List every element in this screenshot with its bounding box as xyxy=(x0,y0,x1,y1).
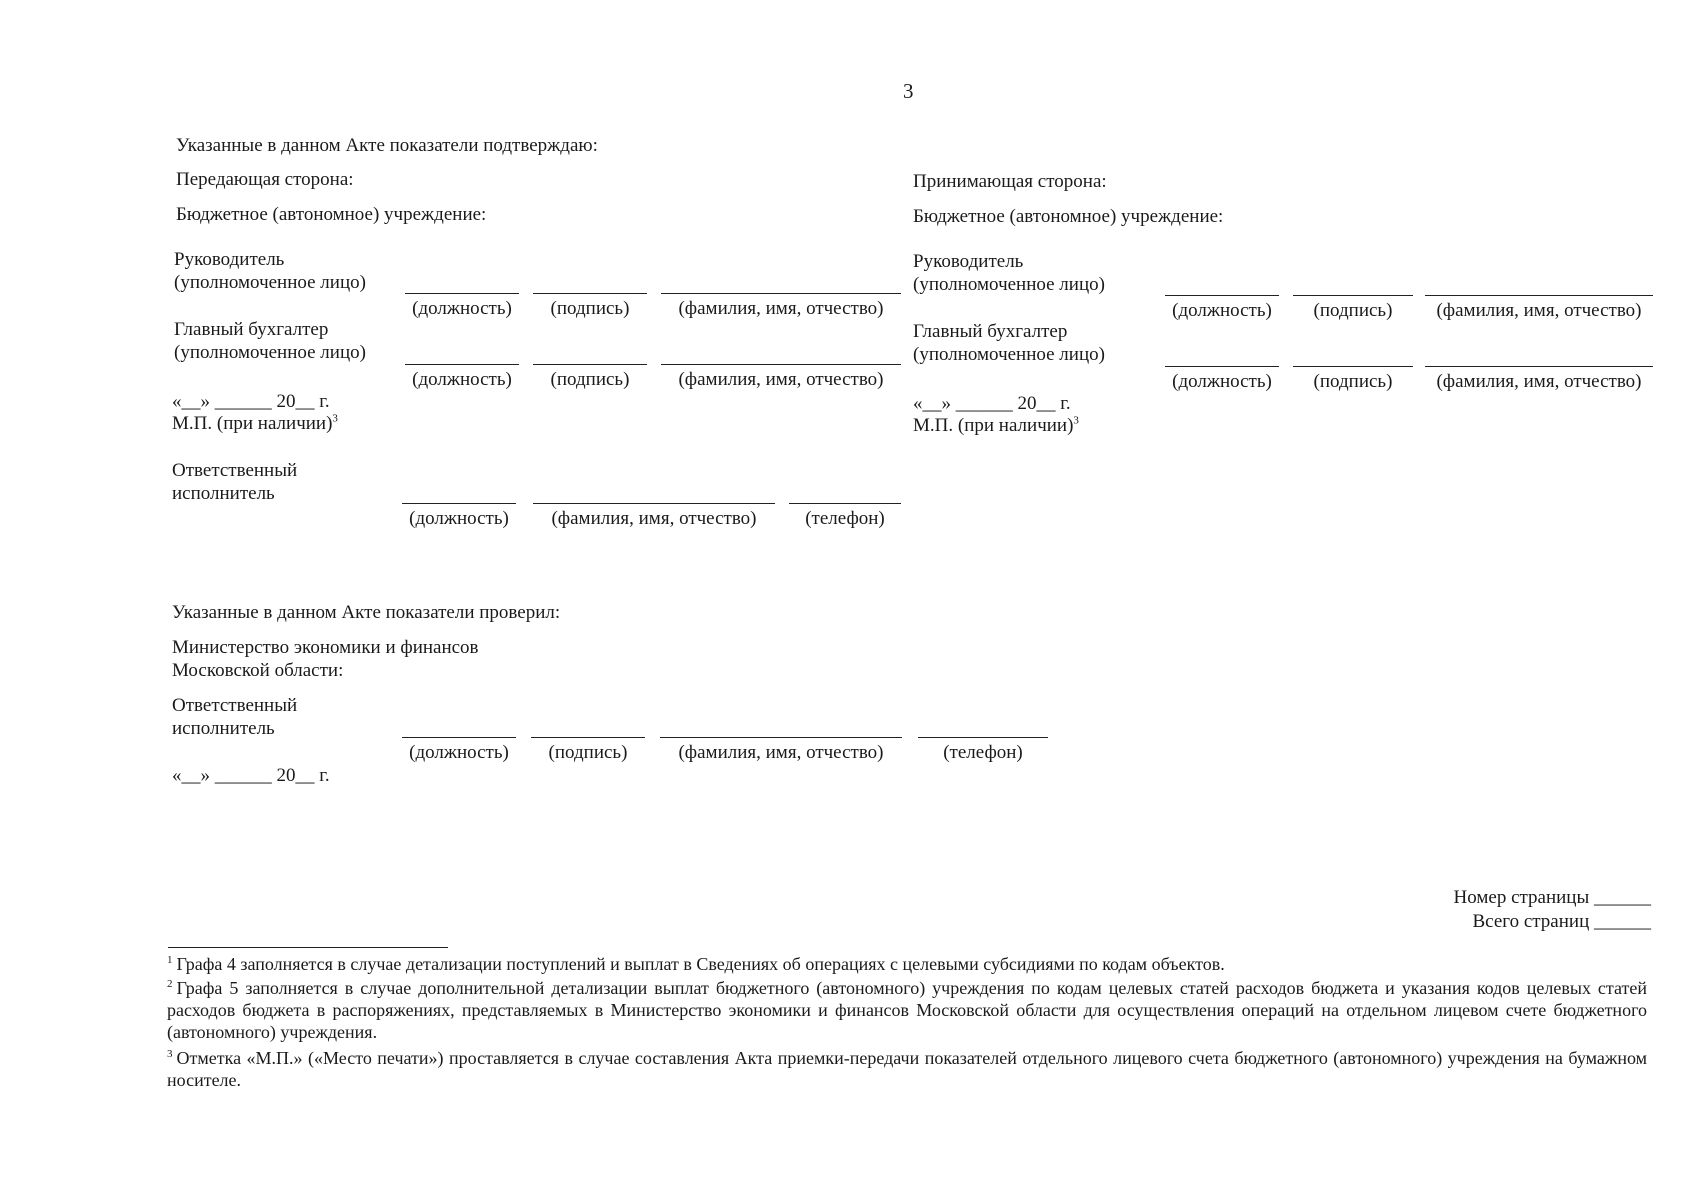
executor-phone-line xyxy=(789,503,901,504)
verified-name-line xyxy=(660,737,902,738)
transferring-accountant-label: Главный бухгалтер xyxy=(174,319,329,340)
receiving-institution-label: Бюджетное (автономное) учреждение: xyxy=(913,206,1224,227)
receiving-head-signature-line xyxy=(1293,295,1413,296)
verified-signature-line xyxy=(531,737,645,738)
transferring-head-sublabel: (уполномоченное лицо) xyxy=(174,272,366,293)
caption-full-name: (фамилия, имя, отчество) xyxy=(1436,300,1642,321)
confirm-heading: Указанные в данном Акте показатели подтверждаю: xyxy=(176,135,598,156)
verified-executor-label: Ответственный xyxy=(172,695,298,716)
caption-full-name: (фамилия, имя, отчество) xyxy=(551,508,757,529)
caption-signature: (подпись) xyxy=(1313,371,1393,392)
receiving-accountant-position-line xyxy=(1165,366,1279,367)
transferring-accountant-sublabel: (уполномоченное лицо) xyxy=(174,342,366,363)
verified-executor-sublabel: исполнитель xyxy=(172,718,275,739)
transferring-head-position-line xyxy=(405,293,519,294)
caption-position: (должность) xyxy=(1172,371,1272,392)
receiving-accountant-name-line xyxy=(1425,366,1653,367)
executor-position-line xyxy=(402,503,516,504)
receiving-accountant-signature-line xyxy=(1293,366,1413,367)
total-pages-field: Всего страниц ______ xyxy=(1472,911,1651,932)
page-number-field: Номер страницы ______ xyxy=(1453,887,1651,908)
caption-phone: (телефон) xyxy=(805,508,885,529)
footnote-3: $^3$ Отметка «М.П.» («Место печати») проставляется в случае составления Акта приемки-передачи показателей отдельного лицевого счета бюджетного (автономного) учреждения на бумажном носителе. xyxy=(167,1048,1647,1090)
receiving-head-name-line xyxy=(1425,295,1653,296)
caption-position: (должность) xyxy=(412,369,512,390)
receiving-date: «__» ______ 20__ г. xyxy=(913,393,1071,414)
caption-full-name: (фамилия, имя, отчество) xyxy=(678,742,884,763)
transferring-executor-sublabel: исполнитель xyxy=(172,483,275,504)
receiving-head-sublabel: (уполномоченное лицо) xyxy=(913,274,1105,295)
caption-full-name: (фамилия, имя, отчество) xyxy=(678,298,884,319)
caption-signature: (подпись) xyxy=(550,369,630,390)
receiving-accountant-label: Главный бухгалтер xyxy=(913,321,1068,342)
verified-position-line xyxy=(402,737,516,738)
caption-position: (должность) xyxy=(409,742,509,763)
ministry-sublabel: Московской области: xyxy=(172,660,344,681)
footnote-separator xyxy=(168,947,448,948)
footnote-2: $^2$ Графа 5 заполняется в случае дополнительной детализации выплат бюджетного (автономного) учреждения по кодам целевых статей расходов бюджета и указания кодов целевых статей расходов бюджета в распоряжениях, представляемых в Министерство экономики и финансов Московской области для осуществления операций на отдельном лицевом счете бюджетного (автономного) учреждения. xyxy=(167,978,1647,1042)
caption-full-name: (фамилия, имя, отчество) xyxy=(1436,371,1642,392)
ministry-label: Министерство экономики и финансов xyxy=(172,637,479,658)
caption-position: (должность) xyxy=(1172,300,1272,321)
transferring-institution-label: Бюджетное (автономное) учреждение: xyxy=(176,204,487,225)
caption-signature: (подпись) xyxy=(1313,300,1393,321)
caption-signature: (подпись) xyxy=(550,298,630,319)
verified-heading: Указанные в данном Акте показатели проверил: xyxy=(172,602,561,623)
caption-signature: (подпись) xyxy=(548,742,628,763)
transferring-head-label: Руководитель xyxy=(174,249,285,270)
receiving-head-label: Руководитель xyxy=(913,251,1024,272)
transferring-head-signature-line xyxy=(533,293,647,294)
caption-position: (должность) xyxy=(409,508,509,529)
transferring-date: «__» ______ 20__ г. xyxy=(172,391,330,412)
caption-position: (должность) xyxy=(412,298,512,319)
transferring-accountant-name-line xyxy=(661,364,901,365)
transferring-accountant-position-line xyxy=(405,364,519,365)
receiving-side-label: Принимающая сторона: xyxy=(913,171,1107,192)
receiving-accountant-sublabel: (уполномоченное лицо) xyxy=(913,344,1105,365)
transferring-side-label: Передающая сторона: xyxy=(176,169,354,190)
verified-phone-line xyxy=(918,737,1048,738)
transferring-executor-label: Ответственный xyxy=(172,460,298,481)
transferring-stamp: М.П. (при наличии)$^3$ xyxy=(172,412,338,434)
executor-name-line xyxy=(533,503,775,504)
caption-phone: (телефон) xyxy=(943,742,1023,763)
transferring-head-name-line xyxy=(661,293,901,294)
caption-full-name: (фамилия, имя, отчество) xyxy=(678,369,884,390)
receiving-stamp: М.П. (при наличии)$^3$ xyxy=(913,414,1079,436)
page-number: 3 xyxy=(903,79,914,103)
footnote-1: $^1$ Графа 4 заполняется в случае детализации поступлений и выплат в Сведениях об операциях с целевыми субсидиями по кодам объектов. xyxy=(167,954,1225,974)
verified-date: «__» ______ 20__ г. xyxy=(172,765,330,786)
receiving-head-position-line xyxy=(1165,295,1279,296)
transferring-accountant-signature-line xyxy=(533,364,647,365)
